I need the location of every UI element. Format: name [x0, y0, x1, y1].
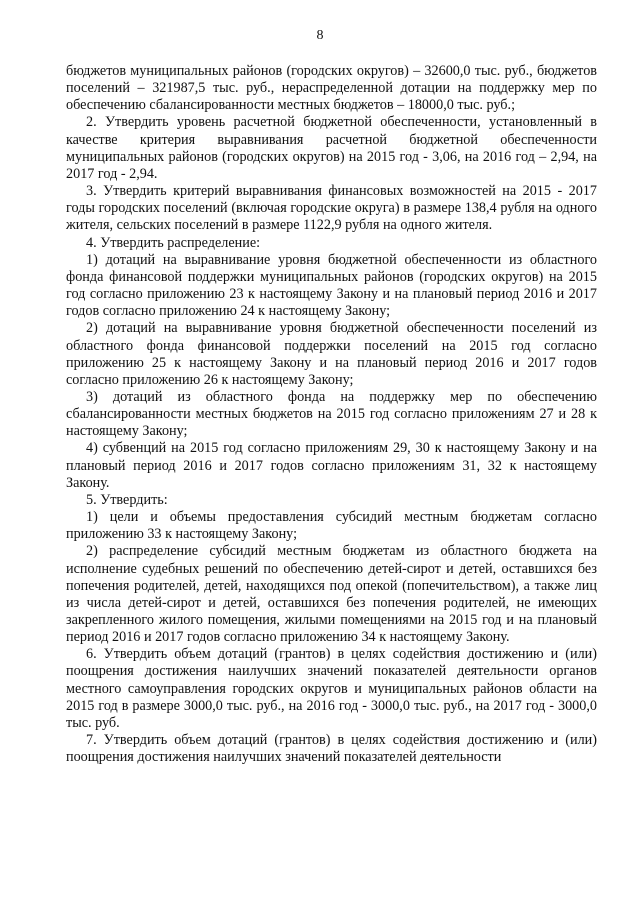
paragraph-item-4-4: 4) субвенций на 2015 год согласно приложениям 29, 30 к настоящему Закону и на плановый период 2016 и 2017 годов согласно приложениям 31, 32 к настоящему Закону.	[66, 440, 597, 491]
paragraph-item-5: 5. Утвердить:	[86, 491, 168, 508]
paragraph-item-7: 7. Утвердить объем дотаций (грантов) в целях содействия достижению и (или) поощрения достижения наилучших значений показателей деятельности	[66, 732, 597, 766]
paragraph-item-2: 2. Утвердить уровень расчетной бюджетной обеспеченности, установленный в качестве критерия выравнивания расчетной бюджетной обеспеченности муниципальных районов (городских округов) на 2015 год - 3,06, на 2016 год – 2,94, на 2017 год - 2,94.	[66, 114, 597, 182]
paragraph-item-6: 6. Утвердить объем дотаций (грантов) в целях содействия достижению и (или) поощрения достижения наилучших значений показателей деятельности органов местного самоуправления городских округов и муниципальных районов области на 2015 год в размере 3000,0 тыс. руб., на 2016 год - 3000,0 тыс. руб., на 2017 год - 3000,0 тыс. руб.	[66, 646, 597, 731]
page-number: 8	[316, 28, 324, 43]
paragraph-item-5-1: 1) цели и объемы предоставления субсидий местным бюджетам согласно приложению 33 к настоящему Закону;	[66, 509, 597, 543]
paragraph-item-5-2: 2) распределение субсидий местным бюджетам из областного бюджета на исполнение судебных решений по обеспечению детей-сирот и детей, оставшихся без попечения родителей, детей, находящихся под опекой (попечительством), а также лиц из числа детей-сирот и детей, оставшихся без попечения родителей, не имеющих закрепленного жилого помещения, жилыми помещениями на 2015 год и на плановый период 2016 и 2017 годов согласно приложению 34 к настоящему Закону.	[66, 543, 597, 646]
paragraph-item-4-2: 2) дотаций на выравнивание уровня бюджетной обеспеченности поселений из областного фонда финансовой поддержки поселений на 2015 год согласно приложению 25 к настоящему Закону и на плановый период 2016 и 2017 годов согласно приложению 26 к настоящему Закону;	[66, 320, 597, 388]
paragraph-item-4-3: 3) дотаций из областного фонда на поддержку мер по обеспечению сбалансированности местных бюджетов на 2015 год согласно приложениям 27 и 28 к настоящему Закону;	[66, 388, 597, 440]
paragraph-item-3: 3. Утвердить критерий выравнивания финансовых возможностей на 2015 - 2017 годы городских поселений (включая городские округа) в размере 138,4 рубля на одного жителя, сельских поселений в размере 1122,9 рубля на одного жителя.	[66, 183, 597, 234]
paragraph-item-4: 4. Утвердить распределение:	[86, 234, 261, 251]
paragraph-continuation: бюджетов муниципальных районов (городских округов) – 32600,0 тыс. руб., бюджетов поселений – 321987,5 тыс. руб., нераспределенной дотации на поддержку мер по обеспечению сбалансированности местных бюджетов – 18000,0 тыс. руб.;	[66, 63, 597, 114]
document-body	[66, 63, 597, 766]
paragraph-item-4-1: 1) дотаций на выравнивание уровня бюджетной обеспеченности из областного фонда финансовой поддержки муниципальных районов (городских округов) на 2015 год согласно приложению 23 к настоящему Закону и на плановый период 2016 и 2017 годов согласно приложению 24 к настоящему Закону;	[66, 251, 597, 320]
